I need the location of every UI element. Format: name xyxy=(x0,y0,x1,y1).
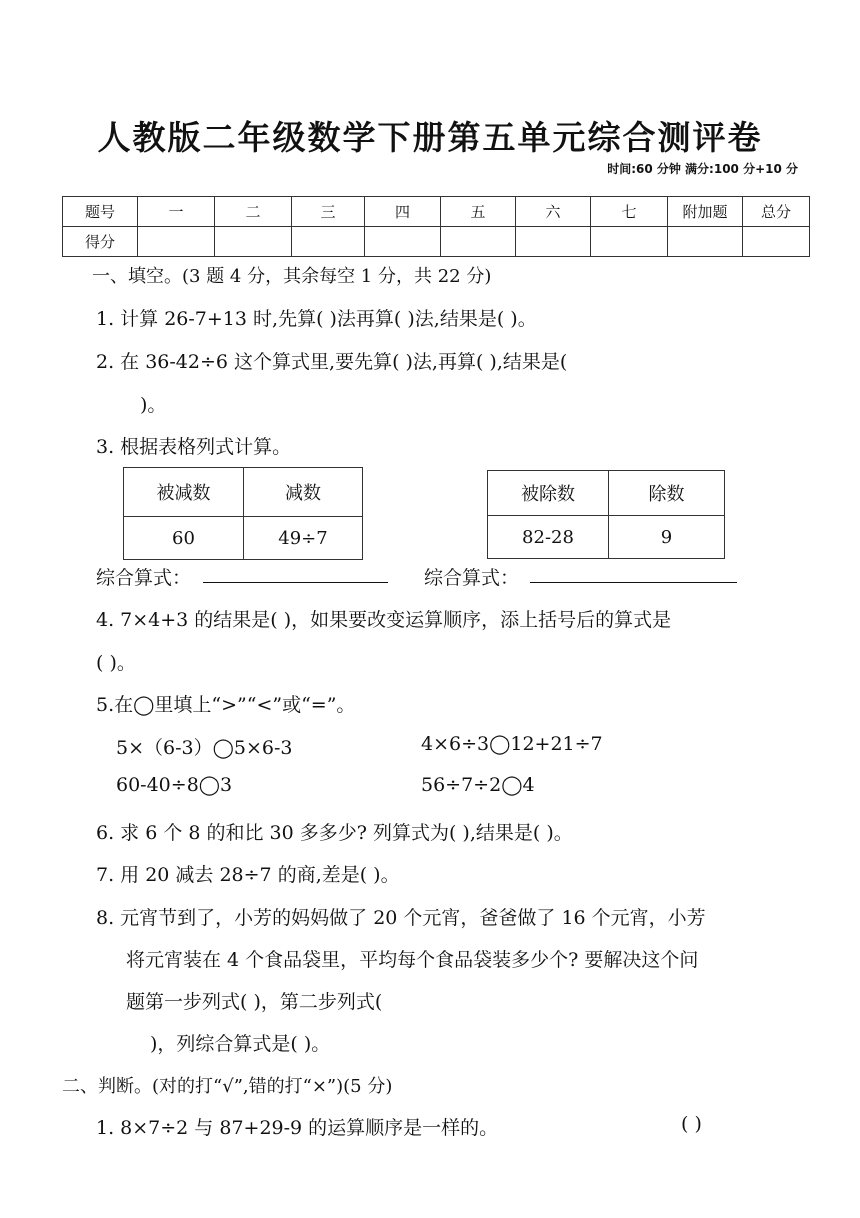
question-4-line2: ( )。 xyxy=(96,652,136,674)
question-8-line3: 题第一步列式( )，第二步列式( xyxy=(126,991,383,1013)
exam-meta: 时间:60 分钟 满分:100 分+10 分 xyxy=(607,162,798,176)
score-table xyxy=(62,196,810,257)
header-cell: 一 xyxy=(138,197,215,227)
score-cell[interactable] xyxy=(591,227,668,257)
page-title: 人教版二年级数学下册第五单元综合测评卷 xyxy=(97,118,763,157)
minuend-header: 被减数 xyxy=(124,468,244,517)
answer-line-b[interactable] xyxy=(530,582,737,583)
subtrahend-header: 减数 xyxy=(244,468,363,517)
header-cell: 六 xyxy=(516,197,591,227)
header-cell: 五 xyxy=(441,197,516,227)
question-7: 7. 用 20 减去 28÷7 的商,差是( )。 xyxy=(96,864,400,886)
header-cell: 三 xyxy=(292,197,365,227)
header-cell: 二 xyxy=(215,197,292,227)
dividend-header: 被除数 xyxy=(488,471,609,516)
header-cell: 题号 xyxy=(63,197,138,227)
score-cell[interactable] xyxy=(215,227,292,257)
judge-question-1: 1. 8×7÷2 与 87+29-9 的运算顺序是一样的。 xyxy=(96,1117,499,1139)
combined-formula-label-a: 综合算式： xyxy=(96,567,192,589)
score-cell[interactable] xyxy=(743,227,810,257)
question-3: 3. 根据表格列式计算。 xyxy=(96,436,292,458)
header-cell: 七 xyxy=(591,197,668,227)
question-6: 6. 求 6 个 8 的和比 30 多多少? 列算式为( ),结果是( )。 xyxy=(96,822,573,844)
score-cell[interactable] xyxy=(441,227,516,257)
score-cell[interactable] xyxy=(138,227,215,257)
question-4-line1: 4. 7×4+3 的结果是( )，如果要改变运算顺序，添上括号后的算式是 xyxy=(96,609,672,631)
header-cell: 总分 xyxy=(743,197,810,227)
combined-formula-label-b: 综合算式： xyxy=(424,567,520,589)
minuend-value: 60 xyxy=(124,517,244,560)
subtraction-table xyxy=(123,467,363,560)
section2-heading: 二、判断。(对的打“√”,错的打“×”)(5 分) xyxy=(62,1076,393,1097)
score-row-label: 得分 xyxy=(63,227,138,257)
divisor-header: 除数 xyxy=(609,471,725,516)
division-table xyxy=(487,470,725,559)
question-1: 1. 计算 26-7+13 时,先算( )法再算( )法,结果是( )。 xyxy=(96,308,537,330)
compare-item-c: 60-40÷8◯3 xyxy=(116,774,233,796)
score-table-score-row xyxy=(63,227,810,257)
section1-heading: 一、填空。(3 题 4 分，其余每空 1 分，共 22 分) xyxy=(92,266,492,287)
question-2-line1: 2. 在 36-42÷6 这个算式里,要先算( )法,再算( ),结果是( xyxy=(96,351,568,373)
compare-item-a: 5×（6-3）◯5×6-3 xyxy=(116,737,293,759)
question-8-line2: 将元宵装在 4 个食品袋里，平均每个食品袋装多少个? 要解决这个问 xyxy=(126,949,699,971)
judge-answer-paren[interactable]: ( ) xyxy=(681,1113,702,1135)
score-table-header-row xyxy=(63,197,810,227)
score-cell[interactable] xyxy=(516,227,591,257)
divisor-value: 9 xyxy=(609,516,725,559)
subtrahend-value: 49÷7 xyxy=(244,517,363,560)
dividend-value: 82-28 xyxy=(488,516,609,559)
score-cell[interactable] xyxy=(668,227,743,257)
compare-item-d: 56÷7÷2◯4 xyxy=(421,774,535,796)
header-cell: 四 xyxy=(365,197,441,227)
question-8-line4: )，列综合算式是( )。 xyxy=(150,1033,331,1055)
question-5: 5.在◯里填上“>”“<”或“=”。 xyxy=(96,694,356,716)
question-2-line2: )。 xyxy=(140,394,167,416)
compare-item-b: 4×6÷3◯12+21÷7 xyxy=(421,733,603,755)
header-cell: 附加题 xyxy=(668,197,743,227)
score-cell[interactable] xyxy=(292,227,365,257)
score-cell[interactable] xyxy=(365,227,441,257)
question-8-line1: 8. 元宵节到了，小芳的妈妈做了 20 个元宵，爸爸做了 16 个元宵，小芳 xyxy=(96,907,706,929)
answer-line-a[interactable] xyxy=(203,582,388,583)
